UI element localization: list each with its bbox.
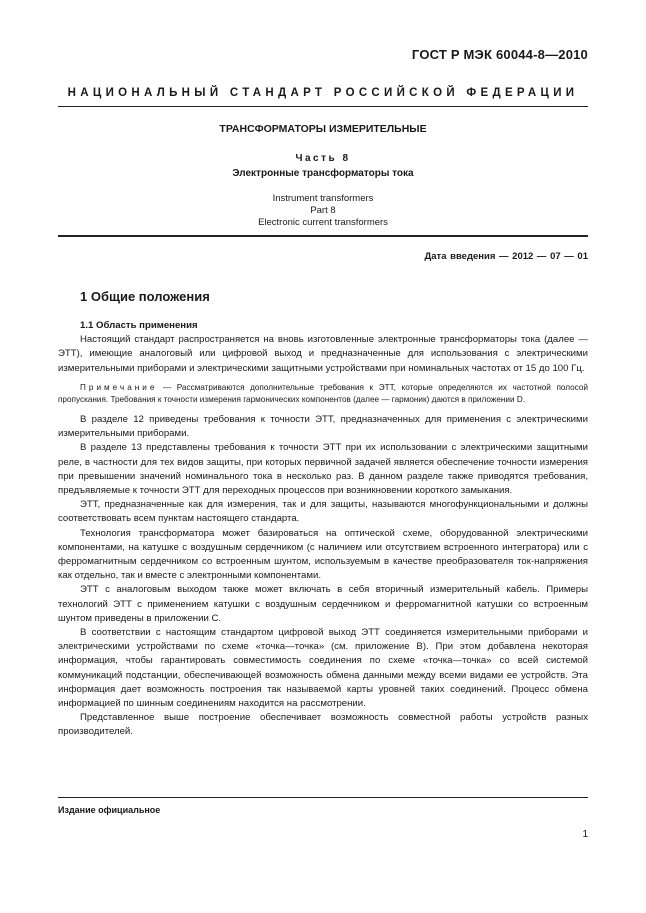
note-text: — Рассматриваются дополнительные требования к ЭТТ, которые определяются их частотной полосой пропускания. Требования к точности измерения гармонических компонентов (далее — гармоник) даются в приложении D. [58,382,588,405]
en-part-line: Part 8 [310,205,336,216]
title-rule [58,235,588,237]
footer-rule [58,797,588,798]
paragraph: Технология трансформатора может базироваться на оптической схеме, оборудованной электрическими компонентами, на катушке с воздушным сердечником (с наличием или отсутствием встроенного интегратора) или с ферромагнитным сердечником со встроенным шунтом, используемым в качестве преобразователя ток-напряжения как отдельно, так и вместе с электронными компонентами. [58,527,588,582]
note-label: Примечание [80,382,158,392]
paragraph: Настоящий стандарт распространяется на вновь изготовленные электронные трансформаторы тока (далее — ЭТТ), имеющие аналоговый или цифровой выход и предназначенные для использования с электрическими измерительными приборами и электрическими защитными устройствами при номинальных частотах от 15 до 100 Гц. [58,334,588,374]
paragraph: Представленное выше построение обеспечивает возможность совместной работы устройств разных производителей. [58,712,588,738]
section-body [58,319,588,740]
note [58,382,588,407]
page-number: 1 [582,829,588,840]
paragraph: В разделе 12 приведены требования к точности ЭТТ, предназначенных для применения с электрическими измерительными приборами. [58,414,588,440]
paragraph: ЭТТ, предназначенные как для измерения, так и для защиты, называются многофункциональными и должны соответствовать всем пунктам настоящего стандарта. [58,499,588,525]
subsection-heading: 1.1 Область применения [80,320,198,331]
official-edition-label: Издание официальное [58,805,161,815]
section-heading: 1 Общие положения [80,289,210,304]
paragraph: ЭТТ с аналоговым выходом также может включать в себя вторичный измерительный кабель. Примеры технологий ЭТТ с применением катушки с воздушным сердечником и ферромагнитной катушки со встроенным шунтом приведены в приложении С. [58,584,588,624]
header-rule [58,106,588,107]
national-standard-banner: НАЦИОНАЛЬНЫЙ СТАНДАРТ РОССИЙСКОЙ ФЕДЕРАЦИИ [67,87,579,99]
part-label: Часть 8 [295,153,351,164]
document-code: ГОСТ Р МЭК 60044-8—2010 [411,47,588,62]
paragraph: В разделе 13 представлены требования к точности ЭТТ при их использовании с электрическими защитными реле, в частности для тех видов защиты, при которых первичной задачей является обеспечение точности измерения при превышении значений номинального тока в несколько раз. В данном разделе также приводятся требования, предъявляемые к точности ЭТТ для переходных процессов при возникновении короткого замыкания. [58,442,588,497]
en-subtitle-line: Electronic current transformers [258,217,388,228]
document-title-en [58,193,588,229]
document-title-ru: ТРАНСФОРМАТОРЫ ИЗМЕРИТЕЛЬНЫЕ [219,123,427,135]
document-subtitle-ru: Электронные трансформаторы тока [232,168,414,179]
en-title-line: Instrument transformers [272,193,374,204]
paragraph: В соответствии с настоящим стандартом цифровой выход ЭТТ соединяется измерительными приборами и электрическими устройствами по схеме «точка—точка» (см. приложение В). При этом добавлена некоторая информация, чтобы гарантировать совместимость соединения по схеме «точка—точка» со всей системой коммуникаций подстанции, обеспечивающей возможность обмена данными между всеми видами ее устройств. Эта информация дает возможность построения так называемой карты уровней таких соединений. Процесс обмена информацией по шинным соединениям находится на рассмотрении. [58,627,588,710]
introduction-date: Дата введения — 2012 — 07 — 01 [424,251,588,262]
